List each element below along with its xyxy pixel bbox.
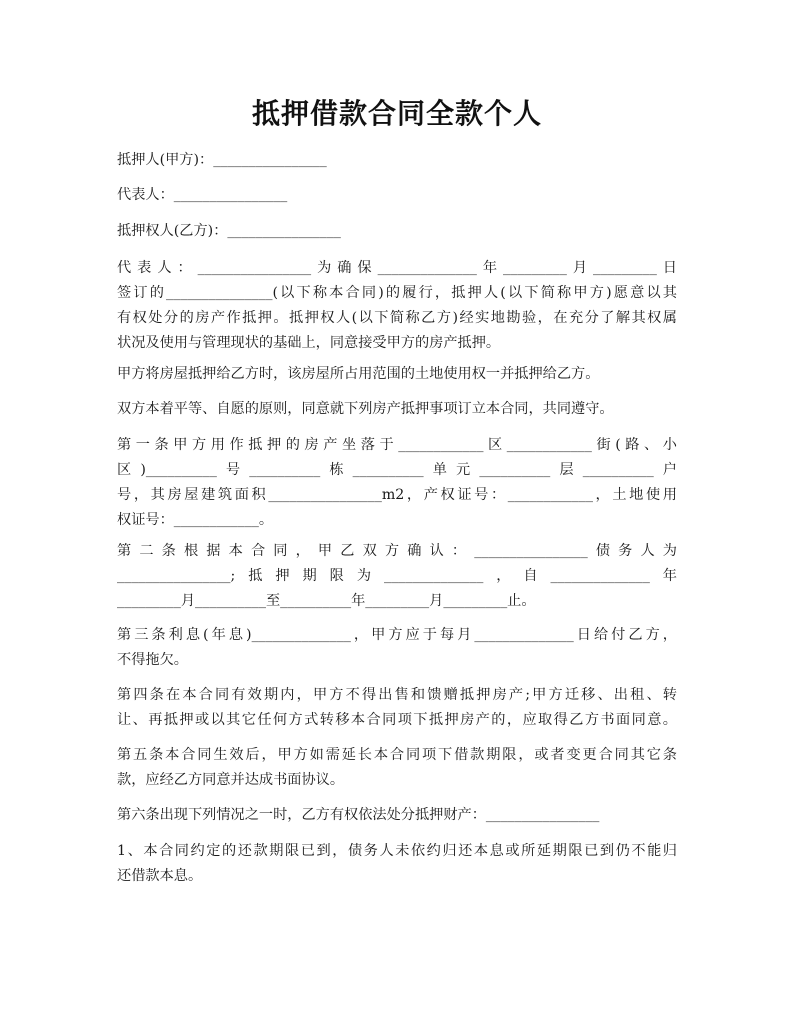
representative-field bbox=[117, 183, 677, 208]
text-line: 号，其房屋建筑面积________________m2，产权证号：____________，土地使用 bbox=[117, 487, 677, 503]
pledgee-party-b-field bbox=[117, 219, 677, 244]
text-line: 还借款本息。 bbox=[117, 868, 203, 884]
text-line: 签订的_______________(以下称本合同)的履行，抵押人(以下简称甲方)愿意以其 bbox=[117, 285, 677, 301]
principle-paragraph bbox=[117, 397, 677, 422]
clause-1-paragraph bbox=[117, 839, 677, 889]
text-line: 第三条利息(年息)______________，甲方应于每月______________日给付乙方， bbox=[117, 627, 677, 643]
article-5-paragraph bbox=[117, 743, 677, 793]
pledgor-party-a-field bbox=[117, 148, 677, 173]
text-line: 1、本合同约定的还款期限已到，债务人未依约归还本息或所延期限已到仍不能归 bbox=[117, 843, 677, 859]
text-line: 权证号：____________。 bbox=[117, 512, 274, 528]
text-line: 区)__________号__________栋__________单元__________层__________户 bbox=[117, 462, 677, 478]
text-line: 款，应经乙方同意并达成书面协议。 bbox=[117, 772, 345, 788]
text-line: 代表人：________________ bbox=[117, 187, 288, 203]
text-line: 第六条出现下列情况之一时，乙方有权依法处分抵押财产：________________ bbox=[117, 807, 600, 823]
text-line: 不得拖欠。 bbox=[117, 652, 188, 668]
page-title: 抵押借款合同全款个人 bbox=[251, 97, 542, 130]
preamble-paragraph bbox=[117, 256, 677, 356]
text-line: 抵押人(甲方)：________________ bbox=[117, 152, 327, 168]
text-line: 第一条甲方用作抵押的房产坐落于____________区____________街(路、小 bbox=[117, 437, 677, 453]
text-line: 第二条根据本合同，甲乙双方确认：________________债务人为 bbox=[117, 543, 677, 559]
land-use-paragraph bbox=[117, 362, 677, 387]
text-line: 甲方将房屋抵押给乙方时，该房屋所占用范围的土地使用权一并抵押给乙方。 bbox=[117, 366, 600, 382]
text-line: 代表人：________________为确保______________年_________月_________日 bbox=[117, 260, 677, 276]
article-3-paragraph bbox=[117, 623, 677, 673]
text-line: 第四条在本合同有效期内，甲方不得出售和馈赠抵押房产;甲方迁移、出租、转 bbox=[117, 687, 677, 703]
text-line: 状况及使用与管理现状的基础上，同意接受甲方的房产抵押。 bbox=[117, 335, 501, 351]
text-line: ________________;抵押期限为______________，自______________年 bbox=[117, 568, 677, 584]
text-line: 双方本着平等、自愿的原则，同意就下列房产抵押事项订立本合同，共同遵守。 bbox=[117, 401, 614, 417]
article-2-paragraph bbox=[117, 539, 677, 614]
article-6-paragraph bbox=[117, 803, 677, 828]
text-line: 有权处分的房产作抵押。抵押权人(以下简称乙方)经实地勘验，在充分了解其权属 bbox=[117, 310, 677, 326]
article-4-paragraph bbox=[117, 683, 677, 733]
text-line: 让、再抵押或以其它任何方式转移本合同项下抵押房产的，应取得乙方书面同意。 bbox=[117, 712, 677, 728]
text-line: _________月__________至__________年_________月_________止。 bbox=[117, 593, 536, 609]
text-line: 第五条本合同生效后，甲方如需延长本合同项下借款期限，或者变更合同其它条 bbox=[117, 747, 677, 763]
text-line: 抵押权人(乙方)：________________ bbox=[117, 223, 341, 239]
article-1-paragraph bbox=[117, 433, 677, 533]
